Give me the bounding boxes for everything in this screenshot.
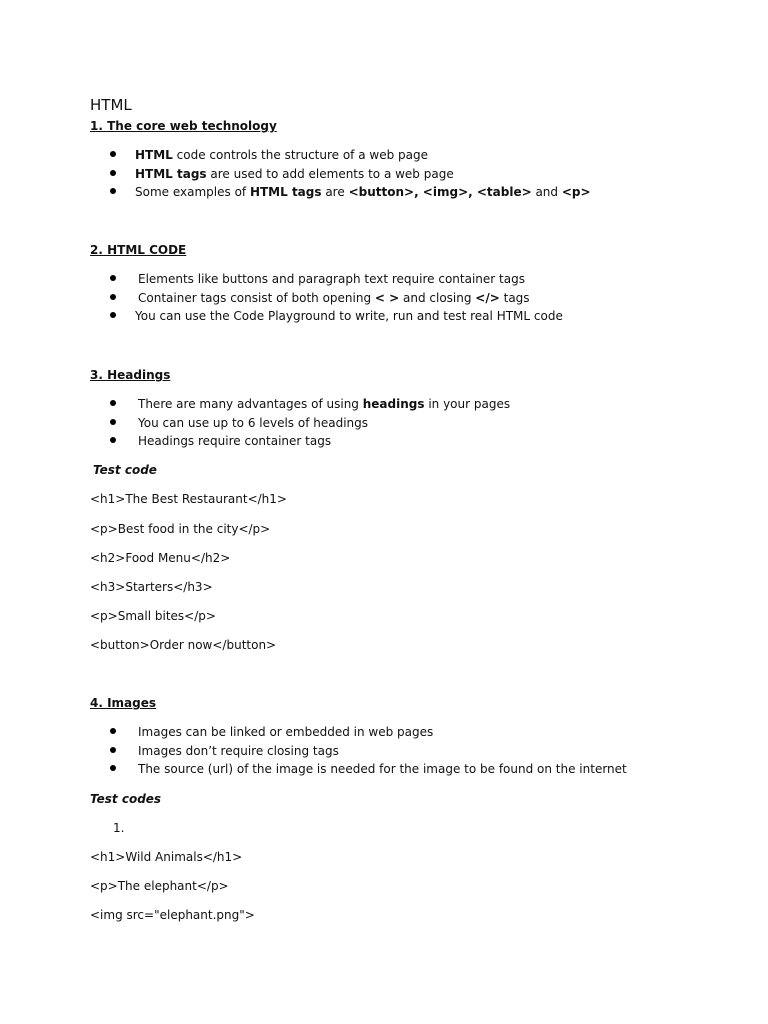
section-1-heading: 1. The core web technology: [90, 119, 277, 133]
code-line: <h1>The Best Restaurant</h1>: [90, 492, 287, 506]
bullet-text: There are many advantages of using: [138, 397, 363, 411]
bullet-dot-icon: [110, 275, 116, 281]
bullet-text: Images don’t require closing tags: [138, 743, 339, 758]
bullet-text: and: [531, 185, 562, 199]
bullet-text: Container tags consist of both opening: [138, 290, 375, 305]
bullet-text: You can use up to 6 levels of headings: [138, 415, 369, 430]
bullet-text: Elements like buttons and paragraph text require container tags: [138, 272, 525, 286]
bold-text: HTML tags: [249, 185, 322, 199]
bullet-text: Some examples of: [135, 185, 250, 199]
code-line: <img src="elephant.png">: [90, 908, 255, 922]
bold-text: < >: [374, 290, 400, 305]
bullet-dot-icon: [110, 419, 116, 425]
bullet-text: are used to add elements to a web page: [206, 166, 454, 181]
section-2-heading: 2. HTML CODE: [90, 243, 187, 257]
bullet-dot-icon: [110, 747, 116, 753]
bullet-dot-icon: [110, 437, 116, 443]
list-number: 1.: [113, 821, 125, 835]
bullet-dot-icon: [110, 170, 116, 176]
code-line: <h1>Wild Animals</h1>: [90, 850, 243, 864]
code-line: <h3>Starters</h3>: [90, 580, 213, 594]
bullet-dot-icon: [110, 294, 116, 300]
bold-text: <button>, <img>, <table>: [348, 185, 532, 199]
bold-text: HTML tags: [135, 166, 207, 181]
bullet-text: are: [321, 185, 349, 199]
bullet-text: Images can be linked or embedded in web pages: [138, 725, 434, 739]
bold-text: HTML: [135, 148, 173, 162]
bold-text: </>: [475, 290, 500, 305]
bullet-dot-icon: [110, 728, 116, 734]
test-codes-label: Test codes: [90, 792, 162, 806]
bullet-text: You can use the Code Playground to write, run and test real HTML code: [135, 309, 563, 323]
test-code-label: Test code: [93, 463, 157, 477]
bold-text: headings: [362, 397, 425, 411]
bold-text: <p>: [561, 185, 591, 199]
section-4-heading: 4. Images: [90, 696, 157, 710]
code-line: <button>Order now</button>: [90, 638, 277, 652]
bullet-text: Headings require container tags: [138, 434, 332, 448]
bullet-text: and closing: [399, 290, 476, 305]
section-3-heading: 3. Headings: [90, 368, 171, 382]
bullet-text: in your pages: [424, 397, 511, 411]
code-line: <p>Best food in the city</p>: [90, 522, 271, 536]
code-line: <p>Small bites</p>: [90, 609, 216, 623]
document-title: HTML: [90, 96, 132, 114]
bullet-dot-icon: [110, 151, 116, 157]
bullet-text: The source (url) of the image is needed for the image to be found on the internet: [138, 762, 627, 776]
code-line: <p>The elephant</p>: [90, 879, 229, 893]
code-line: <h2>Food Menu</h2>: [90, 551, 231, 565]
bullet-dot-icon: [110, 312, 116, 318]
bullet-text: tags: [499, 290, 530, 305]
bullet-dot-icon: [110, 188, 116, 194]
bullet-dot-icon: [110, 765, 116, 771]
bullet-dot-icon: [110, 400, 116, 406]
bullet-text: code controls the structure of a web page: [172, 148, 428, 162]
